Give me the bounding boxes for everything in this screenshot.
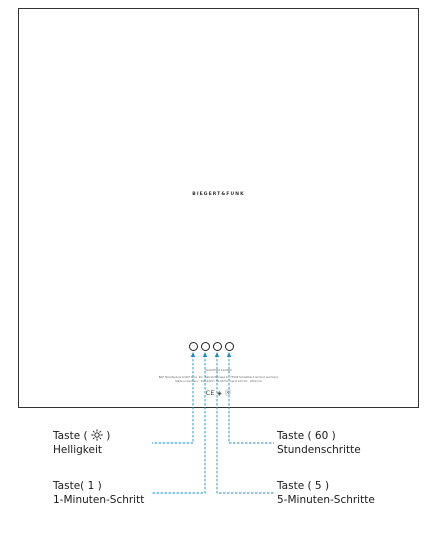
one-minute-label-title: Taste( 1 ) [53, 480, 102, 492]
arrow-one-minute [203, 352, 207, 357]
arrow-sixty [227, 352, 231, 357]
five-minute-label-sub: 5-Minuten-Schritte [277, 494, 375, 506]
leader-five-minute [217, 355, 274, 493]
serial-text: QLOCKTWO CLASSIC [205, 369, 232, 372]
compliance-marks: CE ◈ Ⓧ [205, 390, 232, 397]
arrow-brightness [191, 352, 195, 357]
sixty-label [277, 429, 361, 457]
five-minute-label-title: Taste ( 5 ) [277, 480, 330, 492]
leader-one-minute [152, 355, 205, 493]
five-minute-label [277, 479, 375, 507]
sixty-label-sub: Stundenschritte [277, 444, 361, 456]
brightness-label [53, 429, 110, 457]
sixty-label-title: Taste ( 60 ) [277, 430, 336, 442]
arrow-five-minute [215, 352, 219, 357]
leader-brightness [152, 355, 193, 443]
brand-logo: BIEGERT&FUNK [192, 192, 245, 197]
sun-icon [91, 429, 103, 441]
one-minute-label [53, 479, 144, 507]
manufacturer-text: B&F Manufacture GmbH & Co. KG · Bahnhofstrasse 6 · 73525 Schwäbisch Gmünd, Germany [158, 376, 279, 379]
brightness-label-sub: Helligkeit [53, 444, 102, 456]
leader-sixty [229, 355, 274, 443]
made-in-text: Made in Germany · 100-240V / 50-60 Hz · Input 12V DC · 2500 mA [175, 380, 262, 383]
one-minute-label-sub: 1-Minuten-Schritt [53, 494, 145, 506]
brightness-label-title: Taste ( ) [53, 430, 111, 442]
